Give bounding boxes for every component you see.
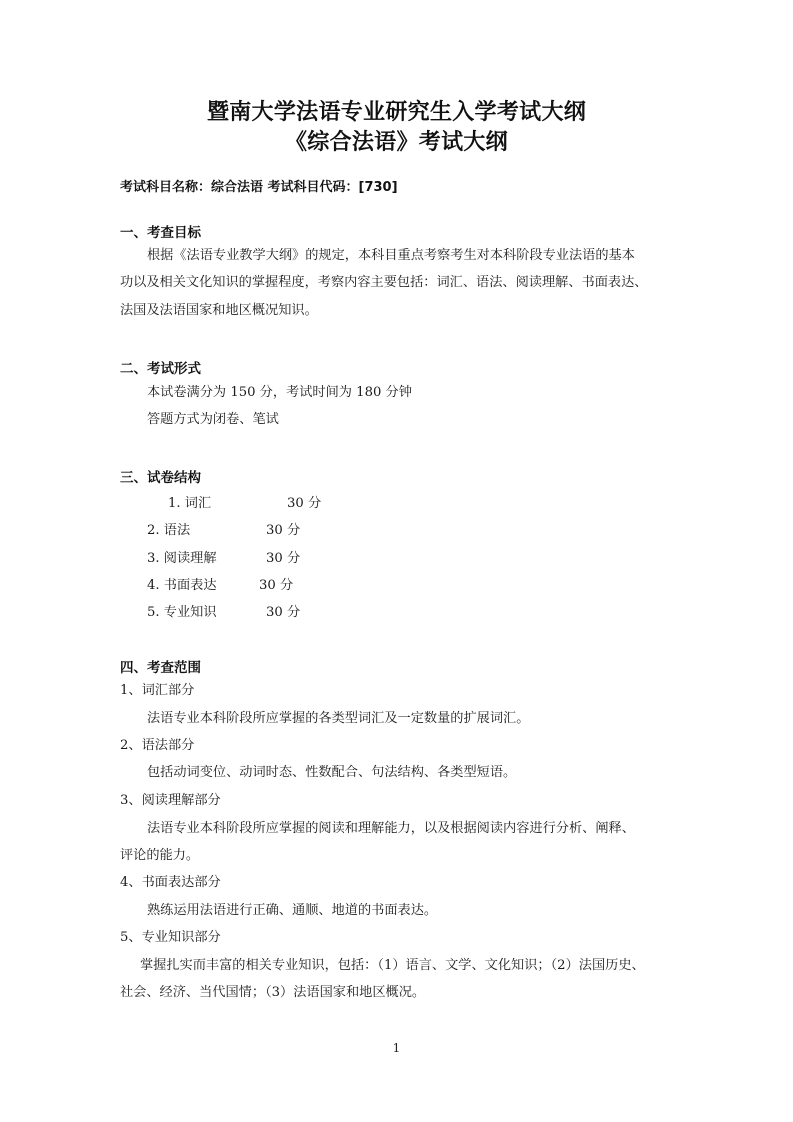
section-heading-exam-scope: 四、考查范围 bbox=[120, 660, 201, 676]
paragraph-line: 本试卷满分为 150 分，考试时间为 180 分钟 bbox=[147, 385, 412, 400]
subsection-title: 2、语法部分 bbox=[120, 738, 195, 753]
structure-item-score: 30 分 bbox=[287, 496, 322, 511]
subsection-title: 3、阅读理解部分 bbox=[120, 793, 221, 808]
section-heading-objectives: 一、考查目标 bbox=[120, 225, 201, 241]
subject-info: 考试科目名称：综合法语 考试科目代码：[730] bbox=[120, 180, 398, 195]
structure-item-score: 30 分 bbox=[266, 551, 301, 566]
paragraph-line: 法国及法语国家和地区概况知识。 bbox=[120, 303, 318, 318]
structure-item-label: 2. 语法 bbox=[147, 523, 191, 538]
document-subtitle: 《综合法语》考试大纲 bbox=[284, 130, 508, 155]
structure-item-label: 1. 词汇 bbox=[168, 496, 212, 511]
paragraph-line: 答题方式为闭卷、笔试 bbox=[147, 412, 279, 427]
paragraph-line: 包括动词变位、动词时态、性数配合、句法结构、各类型短语。 bbox=[147, 765, 517, 780]
structure-item-label: 4. 书面表达 bbox=[147, 578, 217, 593]
section-heading-exam-format: 二、考试形式 bbox=[120, 361, 201, 377]
structure-item-score: 30 分 bbox=[259, 578, 294, 593]
paragraph-line: 社会、经济、当代国情；（3）法语国家和地区概况。 bbox=[120, 985, 426, 1000]
page-number: 1 bbox=[392, 1041, 401, 1055]
paragraph-line: 功以及相关文化知识的掌握程度，考察内容主要包括：词汇、语法、阅读理解、书面表达、 bbox=[120, 275, 648, 290]
document-title: 暨南大学法语专业研究生入学考试大纲 bbox=[206, 100, 587, 125]
paragraph-line: 熟练运用法语进行正确、通顺、地道的书面表达。 bbox=[147, 903, 438, 918]
structure-item-score: 30 分 bbox=[266, 605, 301, 620]
subsection-title: 4、书面表达部分 bbox=[120, 875, 221, 890]
structure-item-label: 3. 阅读理解 bbox=[147, 551, 217, 566]
section-heading-paper-structure: 三、试卷结构 bbox=[120, 470, 201, 486]
structure-item-score: 30 分 bbox=[266, 523, 301, 538]
paragraph-line: 法语专业本科阶段所应掌握的阅读和理解能力，以及根据阅读内容进行分析、阐释、 bbox=[147, 821, 635, 836]
subsection-title: 5、专业知识部分 bbox=[120, 930, 221, 945]
subsection-title: 1、词汇部分 bbox=[120, 683, 195, 698]
paragraph-line: 评论的能力。 bbox=[120, 848, 200, 863]
structure-item-label: 5. 专业知识 bbox=[147, 605, 217, 620]
paragraph-line: 掌握扎实而丰富的相关专业知识，包括：（1）语言、文学、文化知识；（2）法国历史、 bbox=[140, 958, 645, 973]
paragraph-line: 根据《法语专业教学大纲》的规定，本科目重点考察考生对本科阶段专业法语的基本 bbox=[147, 248, 635, 263]
paragraph-line: 法语专业本科阶段所应掌握的各类型词汇及一定数量的扩展词汇。 bbox=[147, 711, 530, 726]
